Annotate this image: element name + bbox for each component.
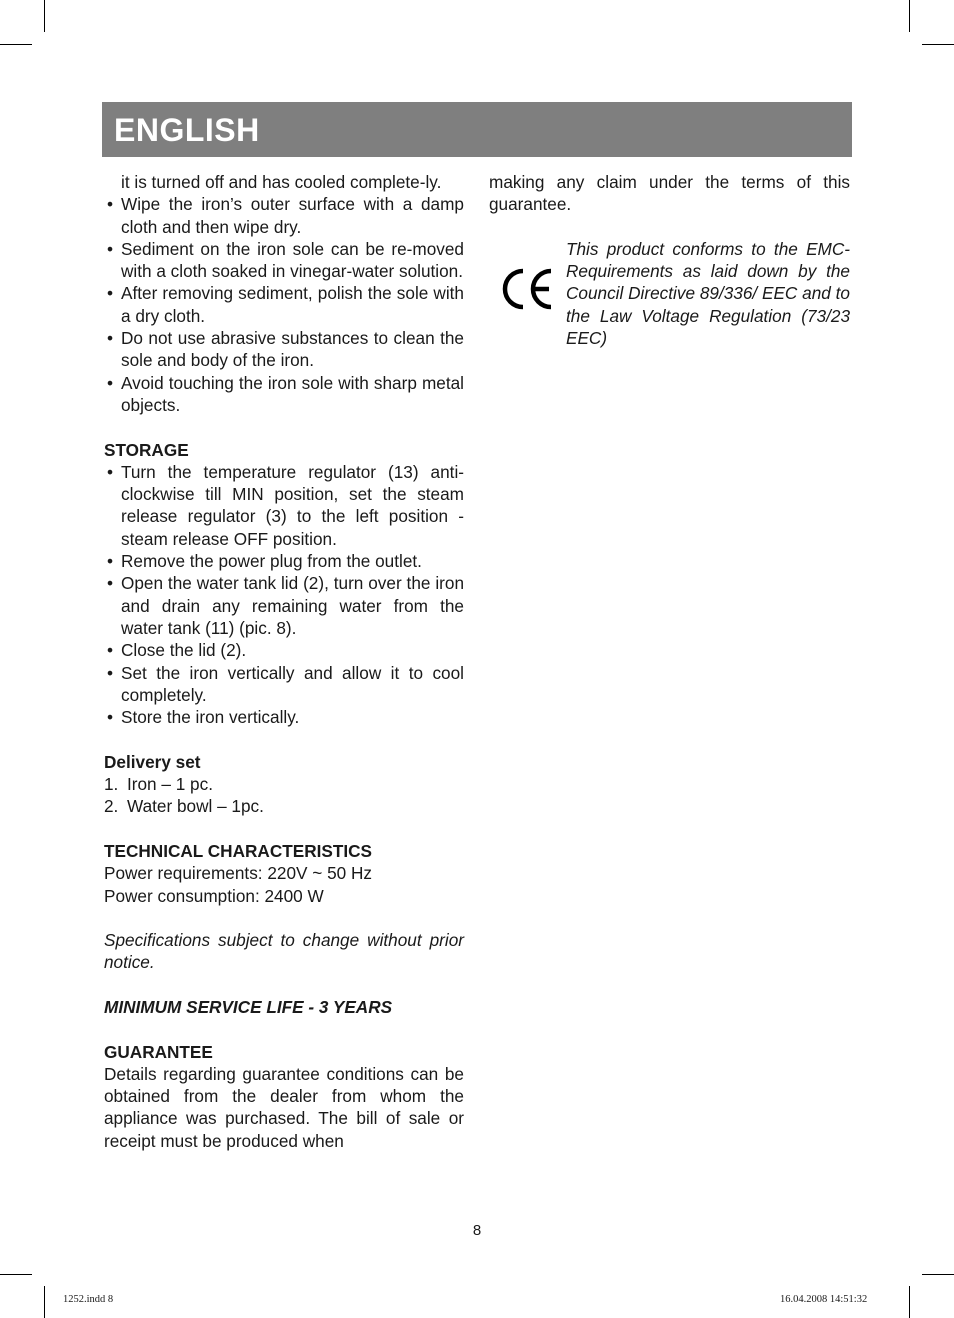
list-item: • Store the iron vertically.	[107, 707, 300, 728]
crop-mark	[909, 1286, 910, 1318]
page-number: 8	[472, 1222, 482, 1239]
ce-statement: This product conforms to the EMC-Requirements as laid down by the Council Directive 89/336/ EEC and to the Law Voltage Regulation (73/23 EEC)	[566, 238, 850, 349]
delivery-set-list	[104, 773, 464, 818]
bullet-icon: •	[107, 662, 114, 683]
list-item: • Avoid touching the iron sole with sharp metal objects.	[107, 372, 464, 415]
list-item: 1. Iron – 1 pc.	[104, 774, 213, 795]
power-requirements: Power requirements: 220V ~ 50 Hz	[104, 863, 372, 884]
technical-heading: TECHNICAL CHARACTERISTICS	[104, 840, 373, 861]
list-item: • After removing sediment, polish the sole with a dry cloth.	[107, 283, 464, 326]
date-slug: 16.04.2008 14:51:32	[780, 1294, 868, 1305]
guarantee-continuation: making any claim under the terms of this guarantee.	[489, 172, 850, 215]
file-slug: 1252.indd 8	[63, 1294, 114, 1305]
crop-mark	[922, 1274, 954, 1275]
ce-conformity-block	[489, 238, 850, 350]
crop-mark	[0, 1274, 32, 1275]
bullet-icon: •	[107, 372, 114, 393]
right-column	[489, 171, 850, 350]
bullet-icon: •	[107, 283, 114, 304]
bullet-icon: •	[107, 640, 114, 661]
list-item: • Remove the power plug from the outlet.	[107, 551, 422, 572]
bullet-icon: •	[107, 461, 114, 482]
crop-mark	[0, 44, 32, 45]
power-consumption: Power consumption: 2400 W	[104, 885, 324, 906]
intro-continuation: it is turned off and has cooled complete-ly.	[121, 172, 442, 192]
bullet-icon: •	[107, 238, 114, 259]
language-header-bar	[102, 102, 852, 157]
crop-mark	[922, 44, 954, 45]
storage-heading: STORAGE	[104, 439, 189, 460]
service-life: MINIMUM SERVICE LIFE - 3 YEARS	[104, 996, 393, 1017]
list-item: 2. Water bowl – 1pc.	[104, 796, 264, 817]
care-list	[104, 193, 464, 416]
guarantee-text: Details regarding guarantee conditions can be obtained from the dealer from whom the appliance was purchased. The bill of sale or receipt must be produced when	[104, 1063, 464, 1151]
list-item: • Set the iron vertically and allow it to cool completely.	[107, 662, 464, 705]
bullet-icon: •	[107, 707, 114, 728]
list-item: • Do not use abrasive substances to clean the sole and body of the iron.	[107, 328, 464, 371]
list-item: • Close the lid (2).	[107, 640, 247, 661]
storage-list	[104, 461, 464, 729]
bullet-icon: •	[107, 328, 114, 349]
crop-mark	[909, 0, 910, 32]
ce-mark-icon	[501, 266, 555, 312]
crop-mark	[44, 0, 45, 32]
delivery-set-heading: Delivery set	[104, 751, 201, 772]
left-column	[104, 171, 464, 1152]
bullet-icon: •	[107, 551, 114, 572]
page-title: ENGLISH	[114, 112, 260, 148]
bullet-icon: •	[107, 194, 114, 215]
bullet-icon: •	[107, 573, 114, 594]
list-item: • Open the water tank lid (2), turn over the iron and drain any remaining water from the water tank (11) (pic. 8).	[107, 573, 464, 638]
crop-mark	[44, 1286, 45, 1318]
specs-note: Specifications subject to change without prior notice.	[104, 930, 464, 973]
list-item: • Sediment on the iron sole can be re-moved with a cloth soaked in vinegar-water solution.	[107, 238, 464, 282]
list-item: • Turn the temperature regulator (13) anti-clockwise till MIN position, set the steam release regulator (3) to the left position - steam release OFF position.	[107, 461, 464, 549]
guarantee-heading: GUARANTEE	[104, 1041, 213, 1062]
list-item: • Wipe the iron’s outer surface with a damp cloth and then wipe dry.	[107, 194, 464, 237]
